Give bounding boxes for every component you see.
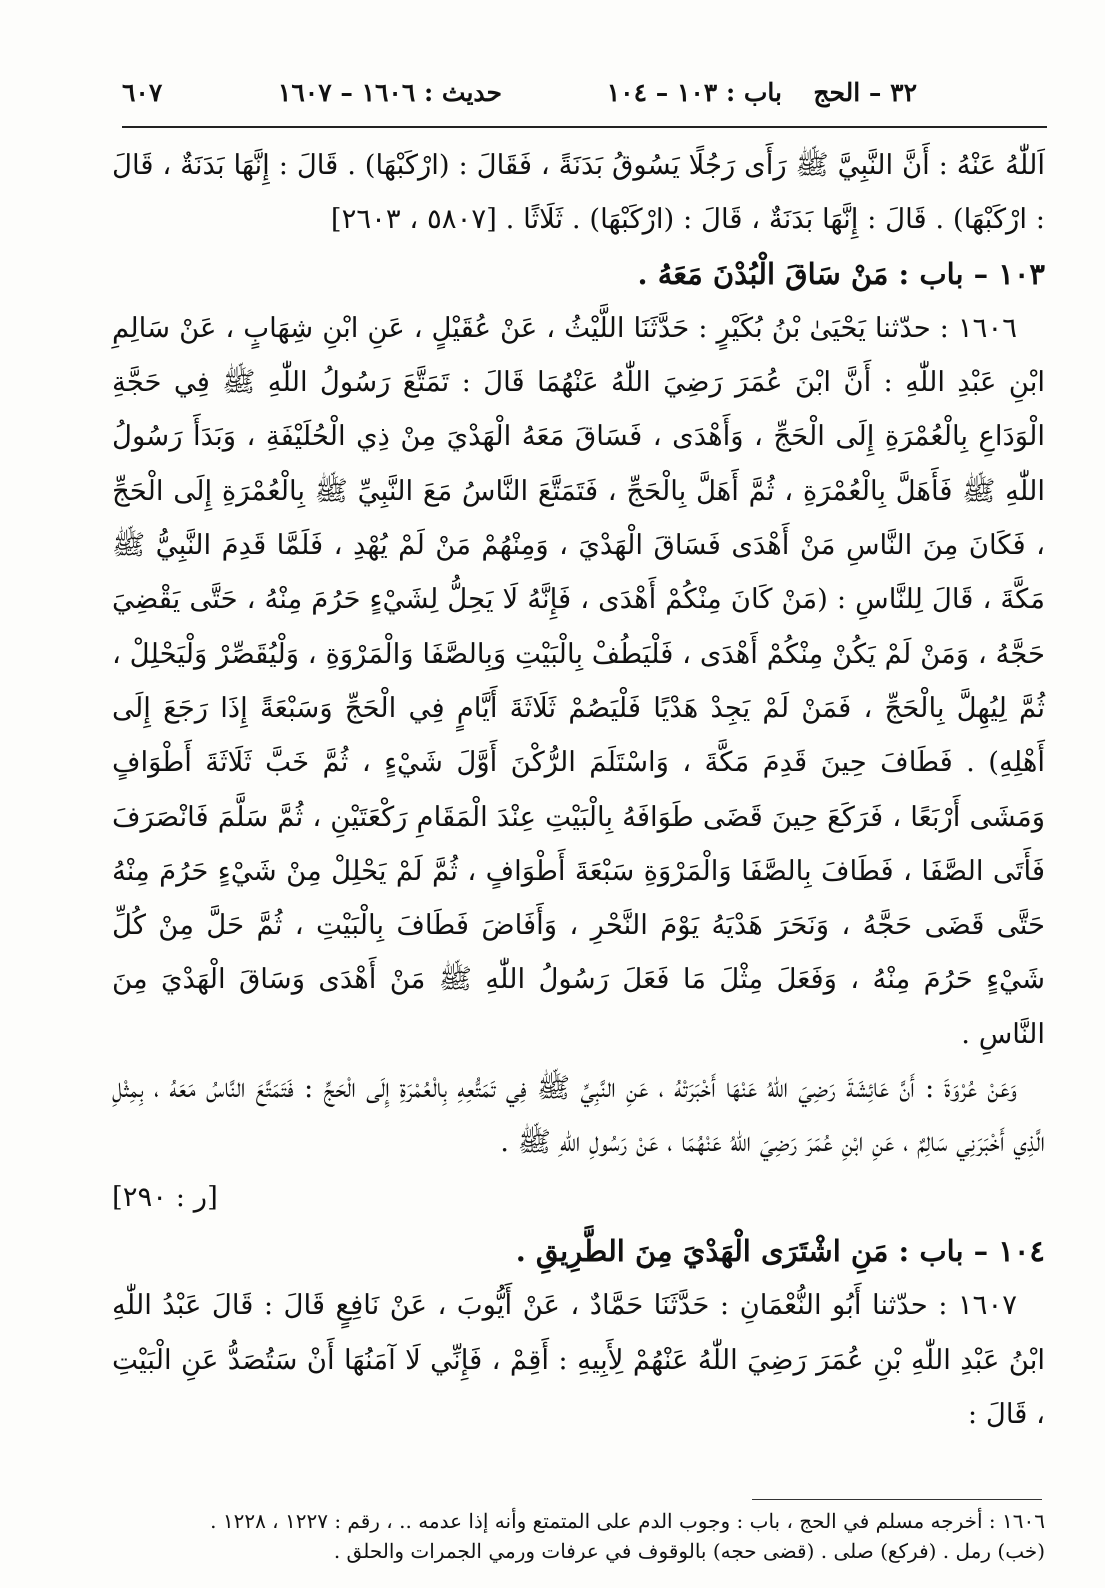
chapter-title: ٣٢ – الحج (813, 78, 917, 107)
footnote-1606: ١٦٠٦ : أخرجه مسلم في الحج ، باب : وجوب الدم على المتمتع وأنه إذا عدمه .. ، رقم : ١٢٢٧ ، ١٢٢٨ . (210, 1509, 1045, 1533)
urwa-paragraph: وَعَنْ عُرْوَةَ : أَنَّ عَائِشَةَ رَضِيَ اللّٰهُ عَنْهَا أَخْبَرَتْهُ ، عَنِ النَّبِيِّ ﷺ فِي تَمَتُّعِهِ بِالْعُمْرَةِ إِلَى الْحَجِّ : فَتَمَتَّعَ النَّاسُ مَعَهُ ، بِمِثْلِ الَّذِي أَخْبَرَنِي سَالِمٌ ، عَنِ ابْنِ عُمَرَ رَضِيَ اللّٰهُ عَنْهُمَا ، عَنْ رَسُولِ اللّٰهِ ﷺ . (112, 1072, 1045, 1159)
footnotes (140, 1506, 1045, 1566)
bab-range: باب : ١٠٣ – ١٠٤ (606, 78, 782, 107)
chapter-heading-103: ١٠٣ – باب : مَنْ سَاقَ الْبُدْنَ مَعَهُ . (637, 256, 1045, 291)
hadith-range: حديث : ١٦٠٦ – ١٦٠٧ (277, 78, 502, 107)
footnote-glossary: (خب) رمل . (فركع) صلى . (قضى حجه) بالوقوف في عرفات ورمي الجمرات والحلق . (333, 1539, 1045, 1563)
hadith-1607: ١٦٠٧ : حدّثنا أَبُو النُّعْمَانِ : حَدَّثَنَا حَمَّادٌ ، عَنْ أَيُّوبَ ، عَنْ نَافِعٍ قَالَ : قَالَ عَبْدُ اللّٰهِ ابْنُ عَبْدِ اللّٰهِ بْنِ عُمَرَ رَضِيَ اللّٰهُ عَنْهُمْ لِأَبِيهِ : أَقِمْ ، فَإِنِّي لَا آمَنُهَا أَنْ سَتُصَدُّ عَنِ الْبَيْتِ ، قَالَ : (112, 1289, 1045, 1430)
chapter-heading-104: ١٠٤ – باب : مَنِ اشْتَرَى الْهَدْيَ مِنَ الطَّرِيقِ . (515, 1233, 1045, 1268)
footnote-divider (752, 1499, 1042, 1500)
running-header (122, 78, 1047, 118)
header-divider (122, 126, 1047, 128)
main-text (112, 138, 1045, 1441)
cross-reference: [ر : ٢٩٠] (112, 1180, 218, 1213)
hadith-1606: ١٦٠٦ : حدّثنا يَحْيَىٰ بْنُ بُكَيْرٍ : حَدَّثَنَا اللَّيْثُ ، عَنْ عُقَيْلٍ ، عَنِ ابْنِ شِهَابٍ ، عَنْ سَالِمِ ابْنِ عَبْدِ اللّٰهِ : أَنَّ ابْنَ عُمَرَ رَضِيَ اللّٰهُ عَنْهُمَا قَالَ : تَمَتَّعَ رَسُولُ اللّٰهِ ﷺ فِي حَجَّةِ الْوَدَاعِ بِالْعُمْرَةِ إِلَى الْحَجِّ ، وَأَهْدَى ، فَسَاقَ مَعَهُ الْهَدْيَ مِنْ ذِي الْحُلَيْفَةِ ، وَبَدَأَ رَسُولُ اللّٰهِ ﷺ فَأَهَلَّ بِالْعُمْرَةِ ، ثُمَّ أَهَلَّ بِالْحَجِّ ، فَتَمَتَّعَ النَّاسُ مَعَ النَّبِيِّ ﷺ بِالْعُمْرَةِ إِلَى الْحَجِّ ، فَكَانَ مِنَ النَّاسِ مَنْ أَهْدَى فَسَاقَ الْهَدْيَ ، وَمِنْهُمْ مَنْ لَمْ يُهْدِ ، فَلَمَّا قَدِمَ النَّبِيُّ ﷺ مَكَّةَ ، قَالَ لِلنَّاسِ : (مَنْ كَانَ مِنْكُمْ أَهْدَى ، فَإِنَّهُ لَا يَحِلُّ لِشَيْءٍ حَرُمَ مِنْهُ ، حَتَّى يَقْضِيَ حَجَّهُ ، وَمَنْ لَمْ يَكُنْ مِنْكُمْ أَهْدَى ، فَلْيَطُفْ بِالْبَيْتِ وَبِالصَّفَا وَالْمَرْوَةِ ، وَلْيُقَصِّرْ وَلْيَحْلِلْ ، ثُمَّ لِيُهِلَّ بِالْحَجِّ ، فَمَنْ لَمْ يَجِدْ هَدْيًا فَلْيَصُمْ ثَلَاثَةَ أَيَّامٍ فِي الْحَجِّ وَسَبْعَةً إِذَا رَجَعَ إِلَى أَهْلِهِ) . فَطَافَ حِينَ قَدِمَ مَكَّةَ ، وَاسْتَلَمَ الرُّكْنَ أَوَّلَ شَيْءٍ ، ثُمَّ خَبَّ ثَلَاثَةَ أَطْوَافٍ وَمَشَى أَرْبَعًا ، فَرَكَعَ حِينَ قَضَى طَوَافَهُ بِالْبَيْتِ عِنْدَ الْمَقَامِ رَكْعَتَيْنِ ، ثُمَّ سَلَّمَ فَانْصَرَفَ فَأَتَى الصَّفَا ، فَطَافَ بِالصَّفَا وَالْمَرْوَةِ سَبْعَةَ أَطْوَافٍ ، ثُمَّ لَمْ يَحْلِلْ مِنْ شَيْءٍ حَرُمَ مِنْهُ حَتَّى قَضَى حَجَّهُ ، وَنَحَرَ هَدْيَهُ يَوْمَ النَّحْرِ ، وَأَفَاضَ فَطَافَ بِالْبَيْتِ ، ثُمَّ حَلَّ مِنْ كُلِّ شَيْءٍ حَرُمَ مِنْهُ ، وَفَعَلَ مِثْلَ مَا فَعَلَ رَسُولُ اللّٰهِ ﷺ مَنْ أَهْدَى وَسَاقَ الْهَدْيَ مِنَ النَّاسِ . (112, 311, 1045, 1050)
intro-paragraph: اَللّٰهُ عَنْهُ : أَنَّ النَّبِيَّ ﷺ رَأَى رَجُلًا يَسُوقُ بَدَنَةً ، فَقَالَ : (ارْكَبْهَا) . قَالَ : إِنَّهَا بَدَنَةٌ ، قَالَ : ارْكَبْهَا) . قَالَ : إِنَّهَا بَدَنَةٌ ، قَالَ : (ارْكَبْهَا) . ثَلَاثًا . [٥٨٠٧ ، ٢٦٠٣] (112, 149, 1045, 236)
page-number: ٦٠٧ (122, 78, 163, 107)
